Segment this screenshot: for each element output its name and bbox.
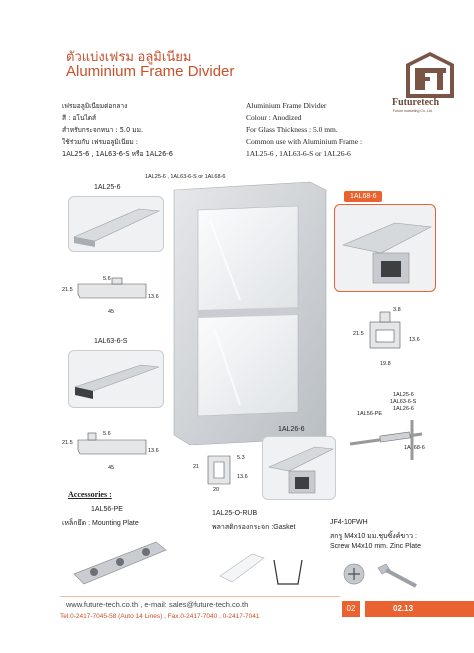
assembly-label: 1AL68-6	[404, 445, 425, 451]
spec-line: For Glass Thickness : 5.0 mm.	[246, 125, 338, 134]
dimension-label: 21.5	[62, 287, 73, 293]
dimension-label: 21	[193, 464, 200, 470]
accessories-title: Accessories :	[68, 490, 112, 499]
spec-line: 1AL25-6 , 1AL63-6-S or 1AL26-6	[246, 149, 351, 158]
spec-line: สำหรับกระจกหนา : 5.0 มม.	[62, 126, 144, 134]
dimension-label: 20	[213, 487, 220, 493]
dimension-label: 5.3	[237, 455, 245, 461]
brand-tagline: Future marketing Co.,Ltd	[393, 109, 432, 113]
assembly-label: 1AL56-PE	[357, 411, 383, 417]
frame-caption: 1AL25-6 , 1AL63-6-S or 1AL68-6	[145, 174, 226, 180]
footer-divider	[60, 596, 340, 597]
spec-line: Aluminium Frame Divider	[246, 101, 327, 110]
screw-image	[338, 556, 422, 594]
profile-photo-1al26-6	[262, 436, 336, 500]
profile-photo-1al68-6	[334, 204, 436, 292]
dimension-label: 13.6	[148, 448, 159, 454]
footer-contact: www.future-tech.co.th , e-mail: sales@future-tech.co.th	[66, 600, 249, 609]
profile-drawing-1al68-6	[366, 308, 406, 358]
assembly-label: 1AL26-6	[393, 406, 414, 412]
accessory-desc: พลาสติกรองกระจก :Gasket	[212, 524, 296, 531]
profile-drawing-1al26-6	[204, 452, 240, 492]
page-title: Aluminium Frame Divider	[66, 63, 235, 80]
frame-divider-image	[170, 180, 330, 445]
profile-badge-1al68-6: 1AL68-6	[344, 191, 382, 202]
mounting-plate-image	[70, 534, 170, 590]
spec-line: Common use with Aluminium Frame :	[246, 137, 363, 146]
spec-line: ใช้ร่วมกับ เฟรมอลูมิเนียม :	[62, 138, 139, 146]
spec-line: สี : อโนไดส์	[62, 114, 97, 122]
accessory-desc-thai: สกรู M4x10 มม.ชุบซิ้งค์ขาว :	[330, 533, 417, 540]
profile-label-1al26-6: 1AL26-6	[278, 426, 305, 433]
accessory-code: 1AL25-O-RUB	[212, 510, 258, 517]
profile-photo-1al63-6-s	[68, 350, 164, 408]
dimension-label: 13.6	[409, 337, 420, 343]
dimension-label: 45	[108, 309, 115, 315]
spec-line: เฟรมอลูมิเนียมต่อกลาง	[62, 102, 128, 110]
dimension-label: 21.5	[353, 331, 364, 337]
accessory-desc: Screw M4x10 mm. Zinc Plate	[330, 543, 422, 550]
assembly-label: 1AL25-6	[393, 392, 414, 398]
futuretech-logo	[396, 50, 464, 102]
brand-name: Futuretech	[392, 97, 440, 108]
accessory-desc: เหล็กยึด : Mounting Plate	[62, 520, 139, 527]
profile-label-1al63-6-s: 1AL63-6-S	[94, 338, 128, 345]
dimension-label: 5.6	[103, 431, 111, 437]
page-number-badge: 02.13	[365, 601, 474, 617]
spec-line: Colour : Anodized	[246, 113, 302, 122]
profile-label-1al25-6: 1AL25-6	[94, 184, 121, 191]
page-section-badge: 02	[342, 601, 360, 617]
accessory-code: 1AL56-PE	[91, 506, 123, 513]
assembly-drawing	[346, 414, 426, 464]
dimension-label: 13.6	[148, 294, 159, 300]
footer-phone: Tel.0-2417-7045-58 (Auto 14 Lines) , Fax.0-2417-7040 , 0-2417-7041	[60, 613, 260, 620]
spec-line: 1AL25-6 , 1AL63-6-S หรือ 1AL26-6	[62, 150, 173, 158]
spec-list	[246, 100, 362, 160]
dimension-label: 45	[108, 465, 115, 471]
gasket-image	[216, 540, 314, 592]
dimension-label: 13.6	[237, 474, 248, 480]
dimension-label: 5.6	[103, 276, 111, 282]
dimension-label: 3.8	[393, 307, 401, 313]
accessory-code: JF4-10FWH	[330, 519, 368, 526]
assembly-label: 1AL63-6-S	[390, 399, 417, 405]
dimension-label: 21.5	[62, 440, 73, 446]
page-title-thai: ตัวแบ่งเฟรม อลูมิเนียม	[66, 49, 192, 64]
profile-photo-1al25-6	[68, 196, 164, 252]
dimension-label: 19.8	[380, 361, 391, 367]
spec-list-thai	[62, 100, 173, 160]
